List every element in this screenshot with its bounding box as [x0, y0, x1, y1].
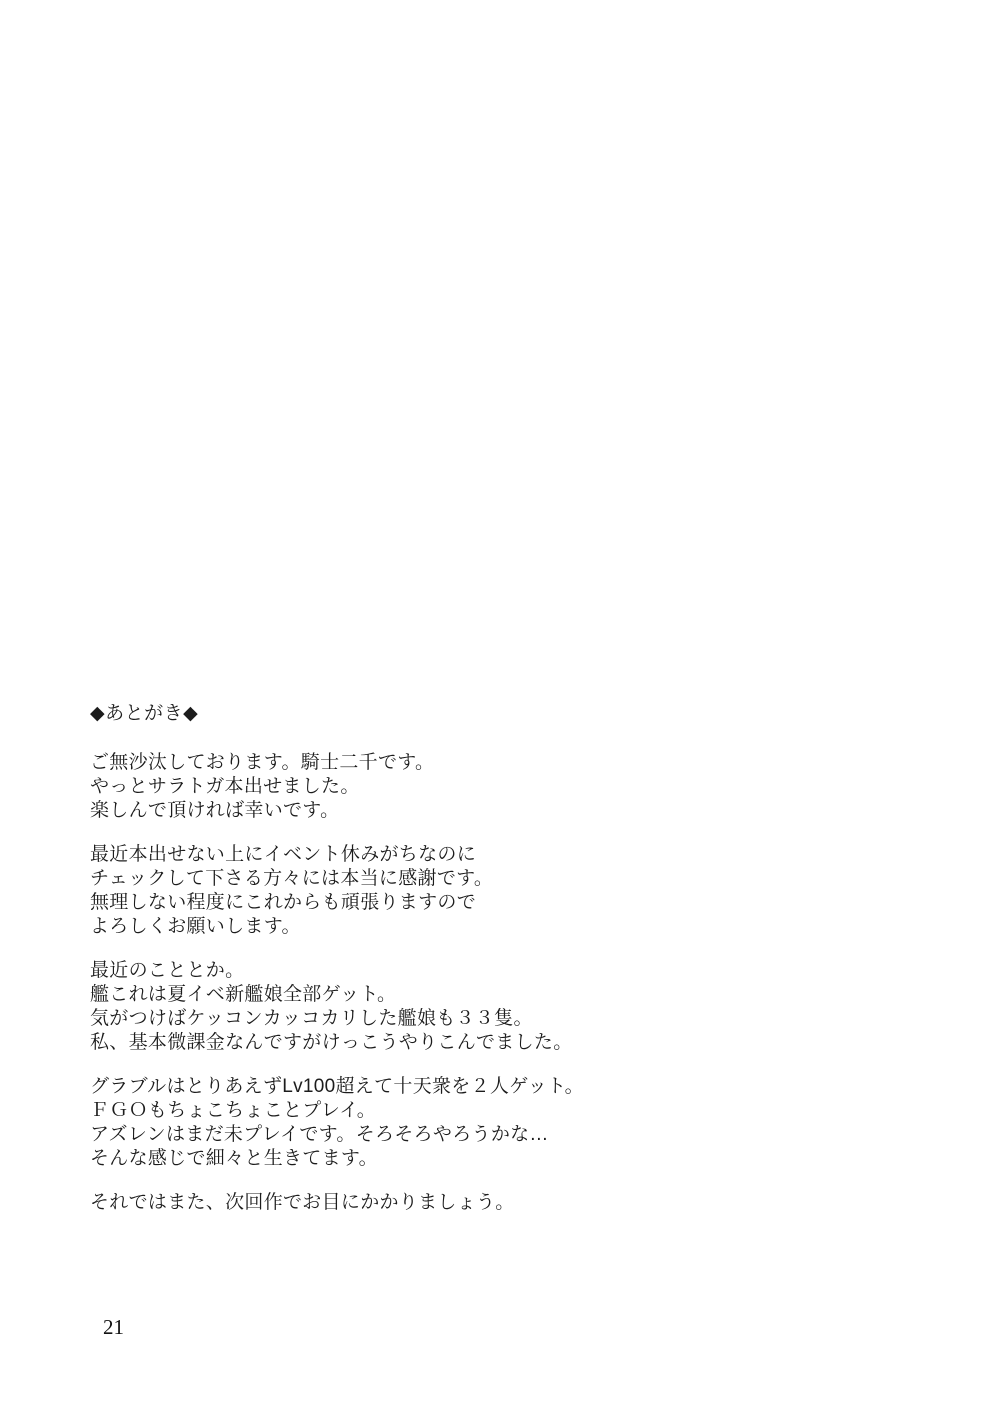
afterword-section	[90, 702, 910, 1235]
afterword-paragraph	[90, 843, 910, 939]
afterword-line: 無理しない程度にこれからも頑張りますので	[90, 892, 477, 913]
afterword-line: チェックして下さる方々には本当に感謝です。	[90, 868, 494, 889]
page-number: 21	[103, 1315, 124, 1339]
afterword-line: それではまた、次回作でお目にかかりましょう。	[90, 1192, 515, 1213]
afterword-line: 最近のこととか。	[90, 960, 245, 981]
afterword-line: よろしくお願いします。	[90, 916, 301, 937]
afterword-line: 気がつけばケッコンカッコカリした艦娘も３３隻。	[90, 1008, 533, 1029]
afterword-body	[90, 751, 910, 1215]
afterword-line: そんな感じで細々と生きてます。	[90, 1148, 378, 1169]
afterword-line: 艦これは夏イベ新艦娘全部ゲット。	[90, 984, 397, 1005]
afterword-line: 最近本出せない上にイベント休みがちなのに	[90, 844, 477, 865]
afterword-line: 楽しんで頂ければ幸いです。	[90, 800, 340, 821]
afterword-paragraph	[90, 959, 910, 1055]
afterword-line: 私、基本微課金なんですがけっこうやりこんでました。	[90, 1032, 573, 1053]
afterword-line: やっとサラトガ本出せました。	[90, 776, 360, 797]
afterword-line: アズレンはまだ未プレイです。そろそろやろうかな…	[90, 1124, 549, 1145]
afterword-heading: ◆あとがき◆	[90, 703, 199, 724]
afterword-line: ＦＧＯもちょこちょことプレイ。	[90, 1100, 377, 1121]
afterword-line: ご無沙汰しております。騎士二千です。	[90, 752, 435, 773]
afterword-line: グラブルはとりあえずLv100超えて十天衆を２人ゲット。	[90, 1076, 584, 1097]
afterword-paragraph	[90, 1075, 910, 1171]
afterword-paragraph	[90, 1191, 910, 1215]
afterword-paragraph	[90, 751, 910, 823]
